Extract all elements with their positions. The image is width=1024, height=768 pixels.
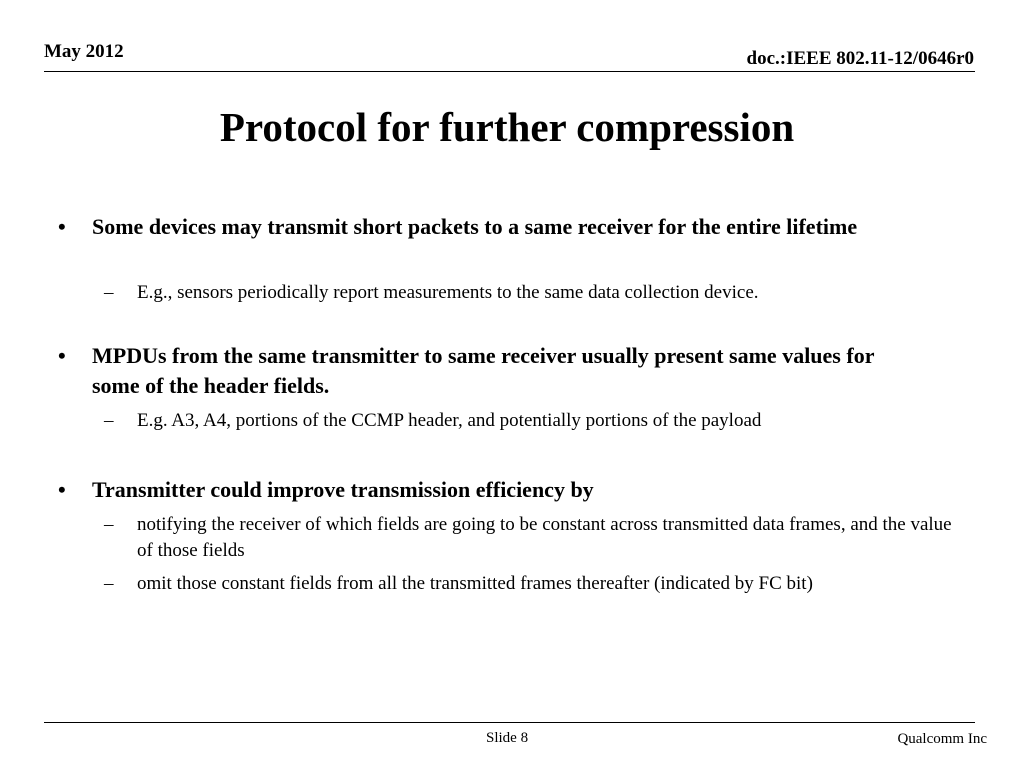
bullet-marker: • — [58, 214, 66, 239]
bullet-text: Transmitter could improve transmission efficiency by — [92, 477, 594, 502]
header-date: May 2012 — [44, 41, 124, 62]
bullet-marker: • — [58, 477, 66, 502]
slide-title: Protocol for further compression — [219, 104, 795, 150]
sub-bullet-marker: – — [104, 573, 114, 594]
bullet-text: MPDUs from the same transmitter to same receiver usually present same values for some of the header fields. — [92, 343, 875, 398]
sub-bullet-marker: – — [104, 410, 114, 431]
footer-company: Qualcomm Inc — [897, 731, 987, 747]
header-divider — [44, 71, 975, 72]
bullet-text: Some devices may transmit short packets to a same receiver for the entire lifetime — [92, 214, 858, 239]
sub-bullet-text: E.g. A3, A4, portions of the CCMP header, and potentially portions of the payload — [137, 410, 762, 431]
sub-bullet-text: E.g., sensors periodically report measurements to the same data collection device. — [137, 282, 759, 303]
bullet-marker: • — [58, 343, 66, 368]
sub-bullet-text: notifying the receiver of which fields are going to be constant across transmitted data frames, and the value of those fields — [137, 514, 952, 561]
sub-bullet-marker: – — [104, 282, 114, 303]
footer-divider — [44, 722, 975, 723]
header-document-id: doc.:IEEE 802.11-12/0646r0 — [746, 48, 974, 69]
sub-bullet-text: omit those constant fields from all the transmitted frames thereafter (indicated by FC bit) — [137, 573, 813, 594]
sub-bullet-marker: – — [104, 514, 114, 535]
slide-number: Slide 8 — [486, 730, 529, 746]
